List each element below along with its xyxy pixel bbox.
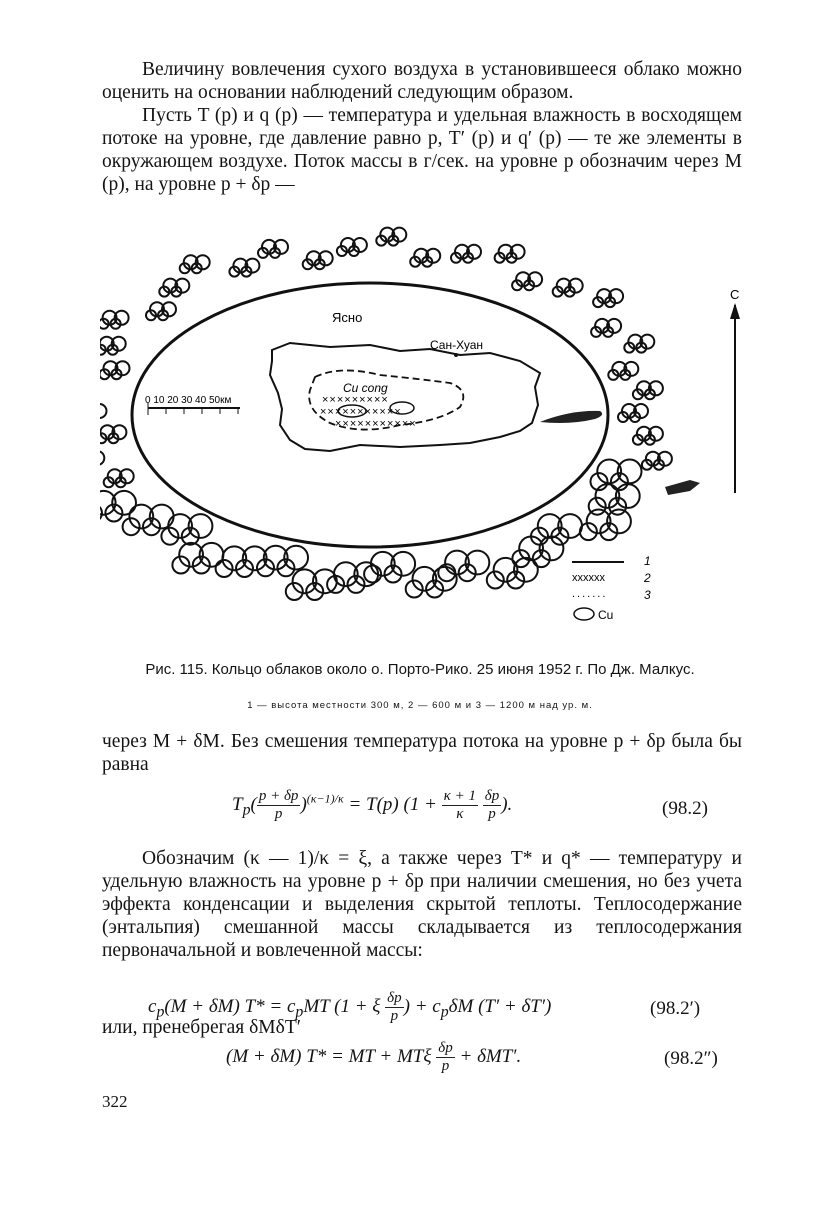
cumulus-cloud [642, 452, 672, 470]
svg-text:С: С [730, 287, 740, 302]
paragraph-5: или, пренебрегая δMδT′ [102, 1017, 301, 1038]
cu-cong-label: Cu cong [343, 381, 388, 395]
equation-number-98-2-double-prime: (98.2″) [664, 1048, 718, 1069]
cumulus-cloud [229, 259, 259, 277]
cumulus-cloud [100, 311, 129, 329]
cumulus-cloud [580, 510, 631, 541]
paragraph-2: Пусть T (p) и q (p) — температура и удельная влажность в восходящем потоке на уровне, где давление равно p, T′ (p) и q′ (p) — те же элементы в окружающем воздухе. Поток массы в г/сек. на уровне p обозначим через M (p), на уровне p + δp — [102, 105, 742, 195]
svg-text:Cu: Cu [598, 608, 614, 622]
cumulus-cloud [618, 404, 648, 422]
cumulus-cloud [286, 569, 337, 600]
equation-number-98-2: (98.2) [662, 798, 708, 819]
cumulus-cloud [451, 245, 481, 263]
figure-caption: Рис. 115. Кольцо облаков около о. Порто-Рико. 25 июня 1952 г. По Дж. Малкус. [145, 661, 695, 678]
cumulus-cloud [376, 228, 406, 246]
cumulus-cloud [624, 335, 654, 353]
cumulus-cloud [633, 427, 663, 445]
scale-bar [145, 395, 240, 415]
svg-text:2: 2 [644, 571, 651, 585]
cumulus-cloud [104, 469, 134, 487]
crosses-row-2: ××××××××××× [320, 406, 402, 418]
cumulus-cloud [512, 272, 542, 290]
text-block-middle [102, 730, 742, 776]
small-island-1 [540, 411, 602, 423]
cumulus-cloud [100, 425, 126, 443]
cloud-ring-figure [100, 225, 750, 645]
equation-98-2-prime: $c_p(M + \delta M) T* = c_pMT$ (1 + ξ $\frac{\delta p}{p}$ ) + $c_p\delta M$ (T′ + δT′) [148, 990, 552, 1024]
legend [572, 554, 651, 622]
north-arrow [730, 287, 740, 493]
cumulus-cloud [553, 279, 583, 297]
cumulus-cloud [495, 245, 525, 263]
svg-text:1: 1 [644, 554, 651, 568]
cumulus-cloud [161, 514, 212, 545]
cumulus-cloud [100, 404, 107, 422]
small-island-2 [665, 480, 700, 495]
cumulus-cloud [512, 537, 563, 568]
svg-text:0 10 20 30 40 50км: 0 10 20 30 40 50км [145, 395, 232, 406]
page-number: 322 [102, 1092, 128, 1111]
cumulus-cloud [100, 361, 130, 379]
equation-98-2: $T_p$( $\frac{p + \delta p}{p}$ )$^{(\kappa-1)/\kappa}$ = T(p) (1 + $\frac{\kappa + 1}{\kappa}$ $\frac{\delta p}{p}$ ). [232, 788, 513, 822]
crosses-row-1: ××××××××× [322, 394, 389, 406]
island-outline [270, 343, 540, 451]
cumulus-cloud [100, 451, 104, 469]
text-block-bottom [102, 1016, 742, 1039]
cumulus-cloud [438, 551, 489, 582]
cumulus-cloud [591, 319, 621, 337]
cumulus-cloud [303, 251, 333, 269]
text-block-top [102, 58, 742, 196]
paragraph-4: Обозначим (κ — 1)/κ = ξ, а также через T* и q* — температуру и удельную влажность на уровне p + δp при наличии смешения, но без учета эффекта конденсации и выделения скрытой теплоты. Теплосодержание (энтальпия) смешанной массы складывается из теплосодержания первоначальной и вовлеченной массы: [102, 848, 742, 961]
svg-text:.......: ....... [572, 588, 608, 600]
equation-number-98-2-prime: (98.2′) [650, 998, 701, 1019]
paragraph-1: Величину вовлечения сухого воздуха в установившееся облако можно оценить на основании наблюдений следующим образом. [102, 59, 742, 103]
figure-caption-legend: 1 — высота местности 300 м, 2 — 600 м и 3 — 1200 м над ур. м. [247, 700, 593, 711]
crosses-row-3: ××××××××××× [335, 418, 417, 430]
cumulus-cloud [100, 491, 136, 522]
text-block-lower [102, 847, 742, 962]
label-clear: Ясно [332, 310, 363, 325]
svg-text:xxxxxx: xxxxxx [572, 572, 605, 584]
cumulus-cloud [123, 505, 174, 536]
cumulus-cloud [593, 289, 623, 307]
equation-98-2-double-prime: (M + δM) T* = MT + MTξ $\frac{\delta p}{p}$ + δMT′. [226, 1040, 522, 1074]
cumulus-cloud [337, 238, 367, 256]
cumulus-cloud [258, 240, 288, 258]
label-san-juan: Сан-Хуан [430, 338, 484, 352]
cumulus-cloud [410, 249, 440, 267]
cumulus-cloud [146, 302, 176, 320]
cumulus-cloud [608, 362, 638, 380]
san-juan-marker [454, 353, 458, 357]
cumulus-cloud [180, 255, 210, 273]
cumulus-cloud [364, 552, 415, 583]
cumulus-cloud [633, 381, 663, 399]
svg-text:3: 3 [644, 588, 651, 602]
cumulus-cloud [100, 337, 126, 355]
paragraph-3: через M + δM. Без смешения температура потока на уровне p + δp была бы равна [102, 731, 742, 775]
cumulus-cloud [159, 279, 189, 297]
